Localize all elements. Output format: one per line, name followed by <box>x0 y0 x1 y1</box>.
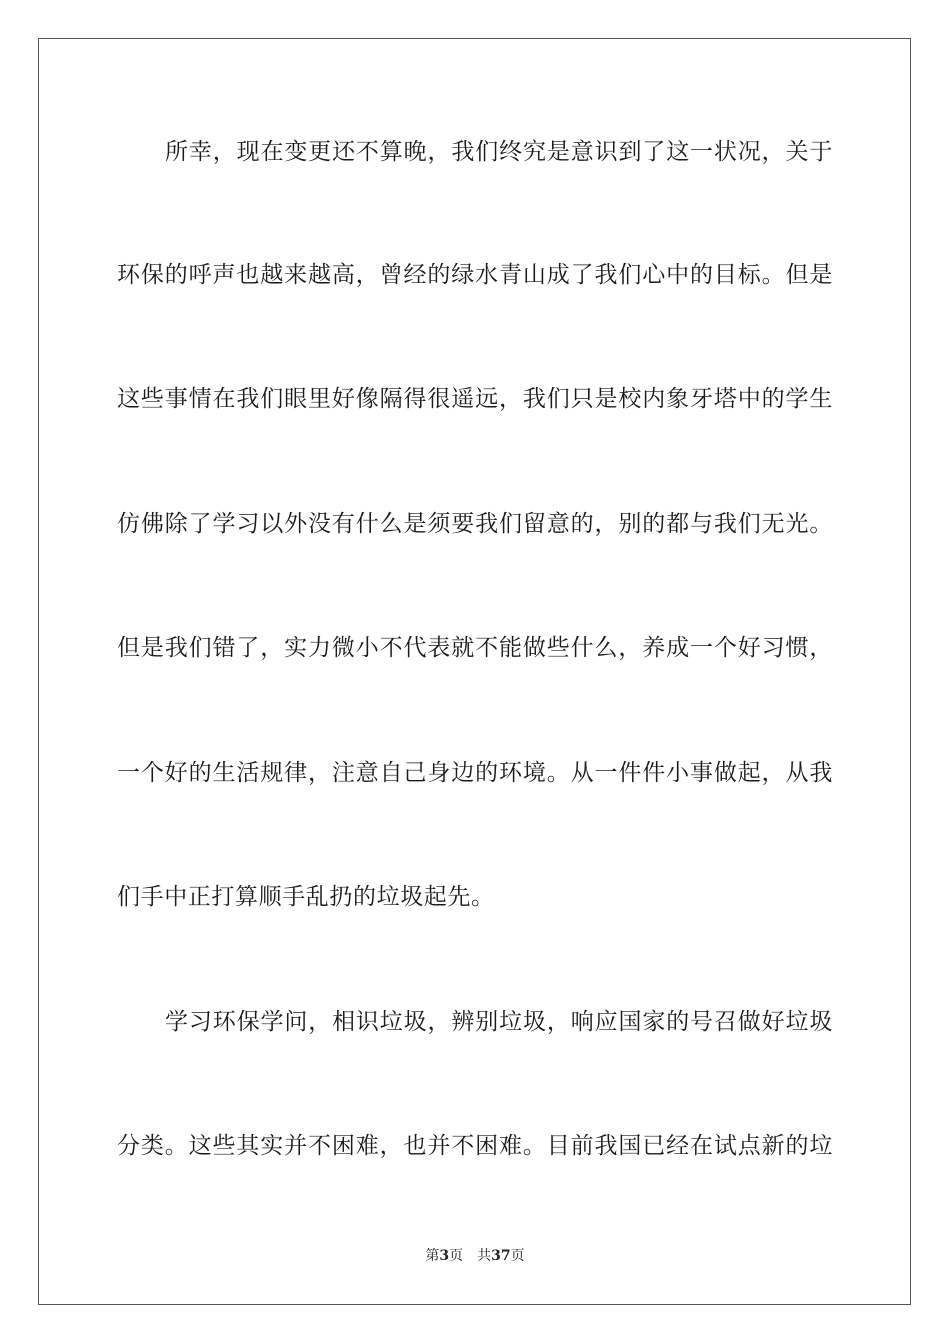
text-line: 一个好的生活规律，注意自己身边的环境。从一件件小事做起，从我 <box>117 760 833 786</box>
page-footer <box>0 1246 950 1266</box>
page-suffix: 页 <box>449 1248 464 1264</box>
text-line: 分类。这些其实并不困难，也并不困难。目前我国已经在试点新的垃 <box>117 1133 833 1159</box>
text-line: 仿佛除了学习以外没有什么是须要我们留意的，别的都与我们无光。 <box>117 511 833 537</box>
total-suffix: 页 <box>510 1248 525 1264</box>
text-line: 所幸，现在变更还不算晚，我们终究是意识到了这一状况，关于 <box>165 139 833 165</box>
total-pages: 37 <box>491 1248 511 1264</box>
page-number: 3 <box>439 1248 450 1264</box>
text-line: 学习环保学问，相识垃圾，辨别垃圾，响应国家的号召做好垃圾 <box>165 1009 833 1035</box>
total-prefix: 共 <box>477 1248 492 1264</box>
page-prefix: 第 <box>425 1248 440 1264</box>
text-line: 但是我们错了，实力微小不代表就不能做些什么，养成一个好习惯， <box>117 635 833 661</box>
text-line: 们手中正打算顺手乱扔的垃圾起先。 <box>117 884 495 910</box>
text-line: 这些事情在我们眼里好像隔得很遥远，我们只是校内象牙塔中的学生 <box>117 386 833 412</box>
text-line: 环保的呼声也越来越高，曾经的绿水青山成了我们心中的目标。但是 <box>117 262 833 288</box>
page-border <box>38 38 911 1305</box>
